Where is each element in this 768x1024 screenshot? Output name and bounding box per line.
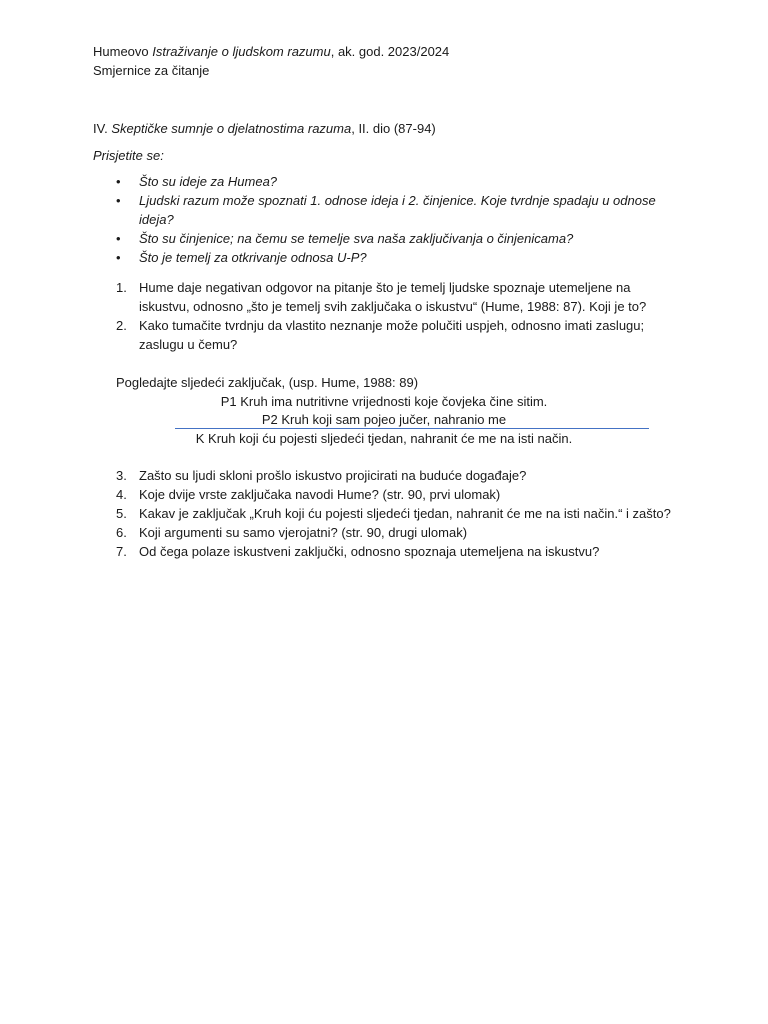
recall-bullet-list [116, 172, 656, 267]
document-subtitle: Smjernice za čitanje [93, 63, 210, 78]
premise-2: P2 Kruh koji sam pojeo jučer, nahranio me [261, 412, 507, 427]
bullet-icon: • [116, 231, 121, 246]
list-item: 7. Od čega polaze iskustveni zaključki, odnosno spoznaja utemeljena na iskustvu? [116, 544, 600, 559]
recall-label: Prisjetite se: [93, 148, 164, 163]
list-item: 6. Koji argumenti su samo vjerojatni? (str. 90, drugi ulomak) [116, 525, 468, 540]
bullet-icon: • [116, 193, 121, 208]
list-item: 2. Kako tumačite tvrdnju da vlastito neznanje može polučiti uspjeh, odnosno imati zaslugu; zaslugu u čemu? [116, 318, 645, 352]
bullet-icon: • [116, 174, 121, 189]
list-item: • Ljudski razum može spoznati 1. odnose ideja i 2. činjenice. Koje tvrdnje spadaju u odnose ideja? [116, 193, 656, 227]
list-item: • Što su činjenice; na čemu se temelje sva naša zaključivanja o činjenicama? [116, 231, 574, 246]
list-item: • Što je temelj za otkrivanje odnosa U-P? [116, 250, 367, 265]
list-item: 3. Zašto su ljudi skloni prošlo iskustvo projicirati na buduće događaje? [116, 468, 527, 483]
premise-1: P1 Kruh ima nutritivne vrijednosti koje čovjeka čine sitim. [220, 394, 548, 409]
document-title: Humeovo Istraživanje o ljudskom razumu, ak. god. 2023/2024 [93, 44, 450, 59]
bullet-icon: • [116, 250, 121, 265]
question-list-part-2 [116, 466, 676, 561]
section-heading: IV. Skeptičke sumnje o djelatnostima razuma, II. dio (87-94) [93, 121, 436, 136]
conclusion: K Kruh koji ću pojesti sljedeći tjedan, nahranit će me na isti način. [195, 431, 573, 446]
list-item: 4. Koje dvije vrste zaključaka navodi Hume? (str. 90, prvi ulomak) [116, 487, 501, 502]
list-item: 5. Kakav je zaključak „Kruh koji ću pojesti sljedeći tjedan, nahranit će me na isti način.“ i zašto? [116, 506, 671, 521]
question-list-part-1 [116, 278, 676, 354]
argument-intro: Pogledajte sljedeći zaključak, (usp. Hume, 1988: 89) [116, 375, 419, 390]
list-item: 1. Hume daje negativan odgovor na pitanje što je temelj ljudske spoznaje utemeljene na iskustvu, odnosno „što je temelj svih zaključaka o iskustvu“ (Hume, 1988: 87). Koji je to? [116, 280, 647, 314]
list-item: • Što su ideje za Humea? [116, 174, 278, 189]
